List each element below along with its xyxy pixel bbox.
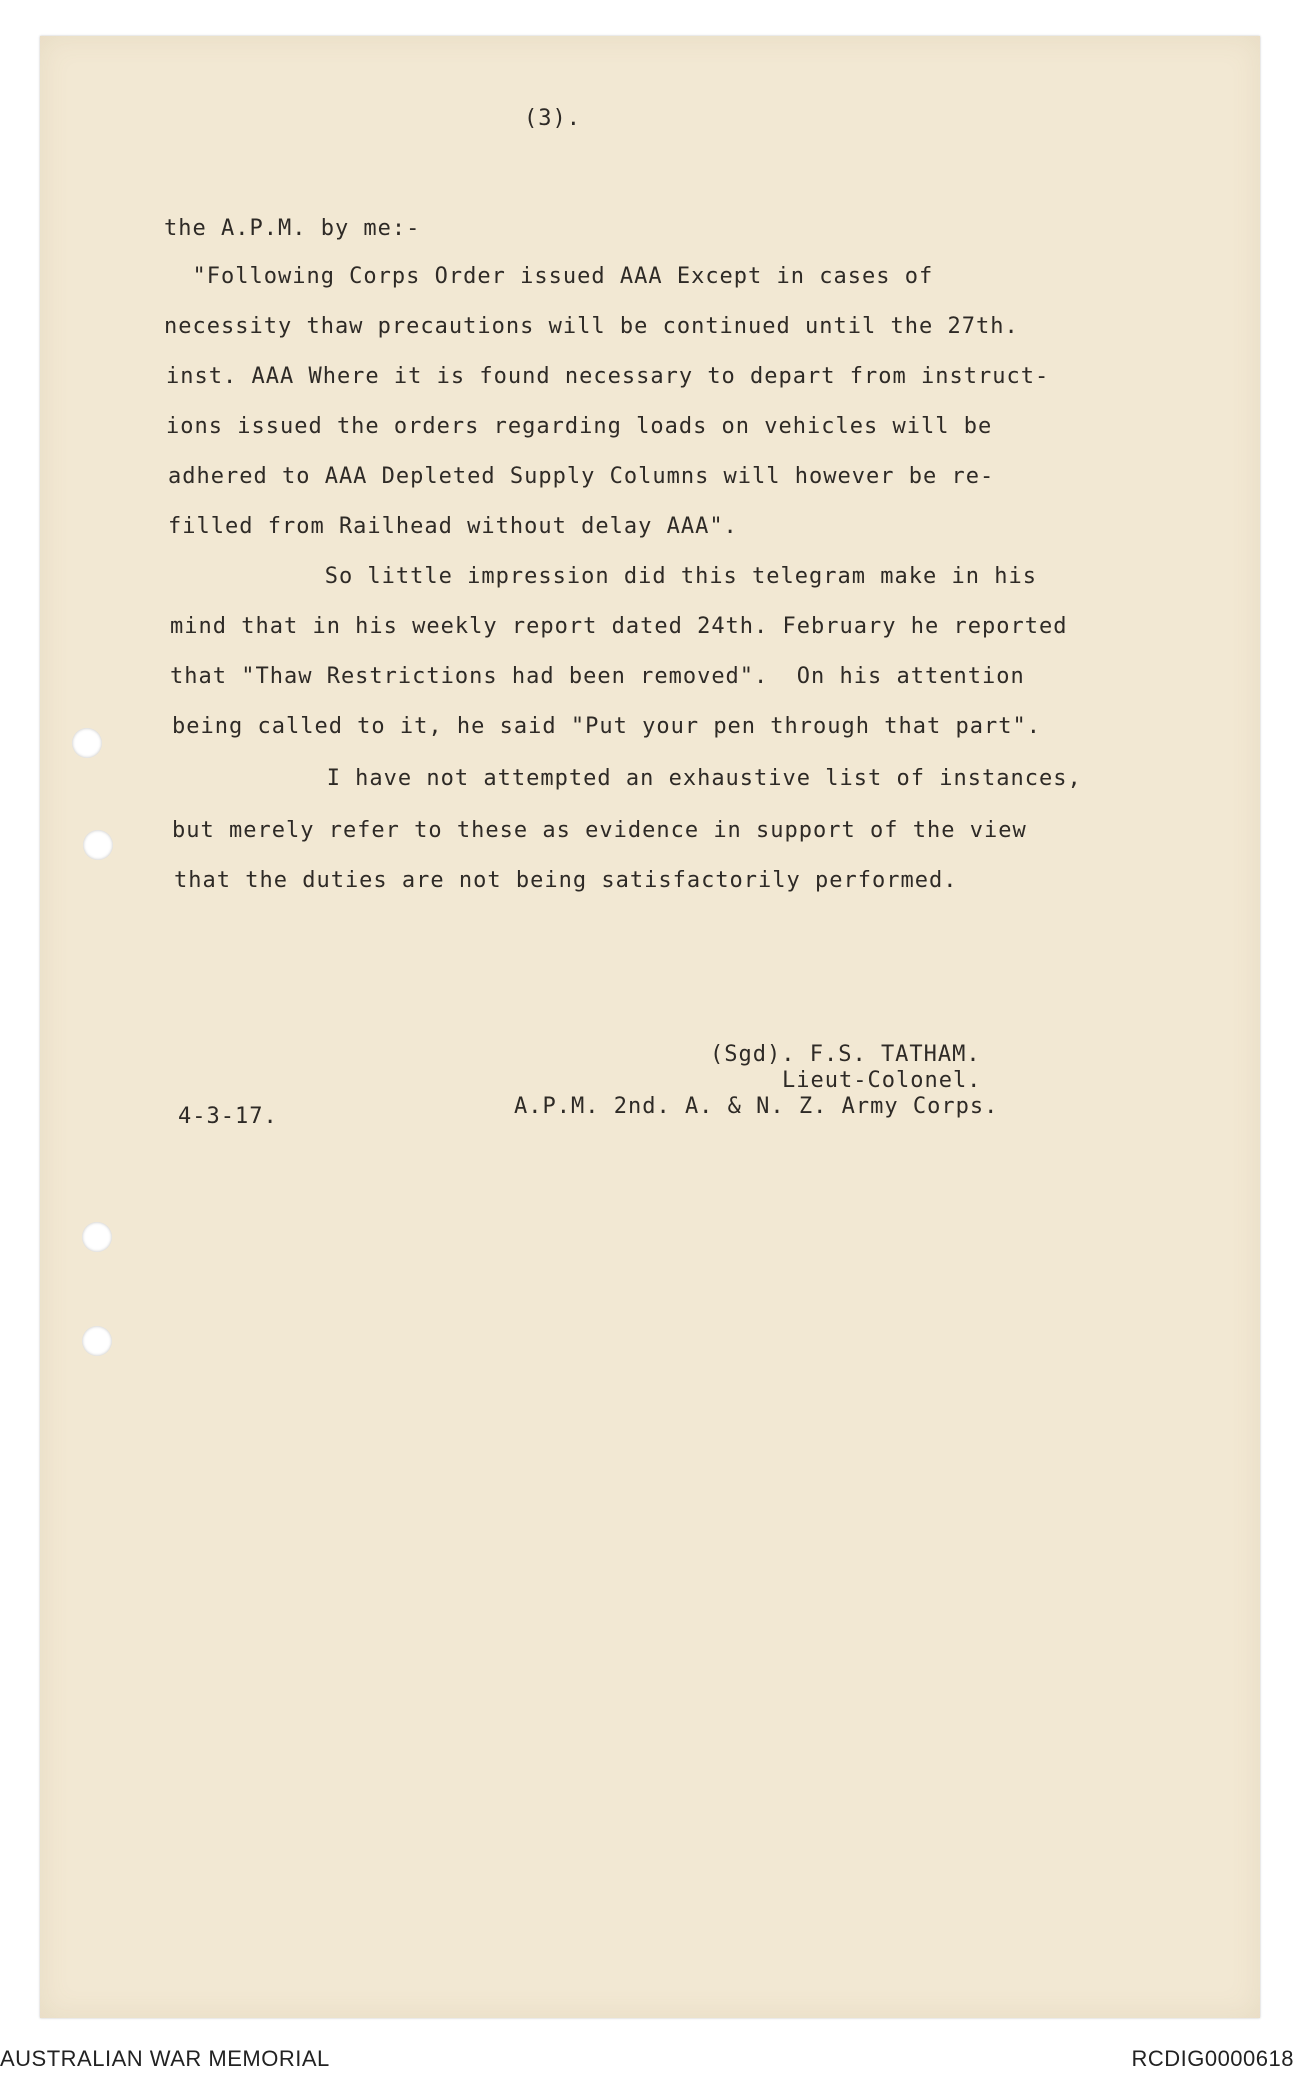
body-line: ions issued the orders regarding loads on vehicles will be — [166, 414, 993, 439]
body-line: inst. AAA Where it is found necessary to depart from instruct- — [166, 364, 1050, 389]
archive-credit: AUSTRALIAN WAR MEMORIAL — [0, 2046, 330, 2071]
body-line: but merely refer to these as evidence in support of the view — [172, 818, 1027, 843]
body-line: necessity thaw precautions will be continued until the 27th. — [164, 314, 1019, 339]
body-line: "Following Corps Order issued AAA Except in cases of — [164, 264, 934, 289]
body-line: that "Thaw Restrictions had been removed". On his attention — [170, 664, 1025, 689]
signature-rank: Lieut-Colonel. — [782, 1068, 982, 1093]
document-date: 4-3-17. — [178, 1104, 278, 1129]
body-line: So little impression did this telegram make in his — [168, 564, 1037, 589]
page-number: (3). — [524, 106, 581, 131]
body-line: adhered to AAA Depleted Supply Columns will however be re- — [168, 464, 995, 489]
body-line: being called to it, he said "Put your pen through that part". — [172, 714, 1041, 739]
document-page — [40, 36, 1260, 2018]
body-line: that the duties are not being satisfactorily performed. — [174, 868, 958, 893]
body-line: I have not attempted an exhaustive list of instances, — [170, 766, 1082, 791]
signature-office: A.P.M. 2nd. A. & N. Z. Army Corps. — [514, 1094, 999, 1119]
signature-name: (Sgd). F.S. TATHAM. — [710, 1042, 981, 1067]
body-line: the A.P.M. by me:- — [164, 216, 421, 241]
body-line: filled from Railhead without delay AAA". — [168, 514, 738, 539]
punch-hole — [72, 728, 102, 758]
archive-reference: RCDIG0000618 — [1131, 2046, 1294, 2071]
punch-hole — [82, 1326, 112, 1356]
punch-hole — [83, 830, 113, 860]
body-line: mind that in his weekly report dated 24th. February he reported — [170, 614, 1068, 639]
punch-hole — [82, 1222, 112, 1252]
